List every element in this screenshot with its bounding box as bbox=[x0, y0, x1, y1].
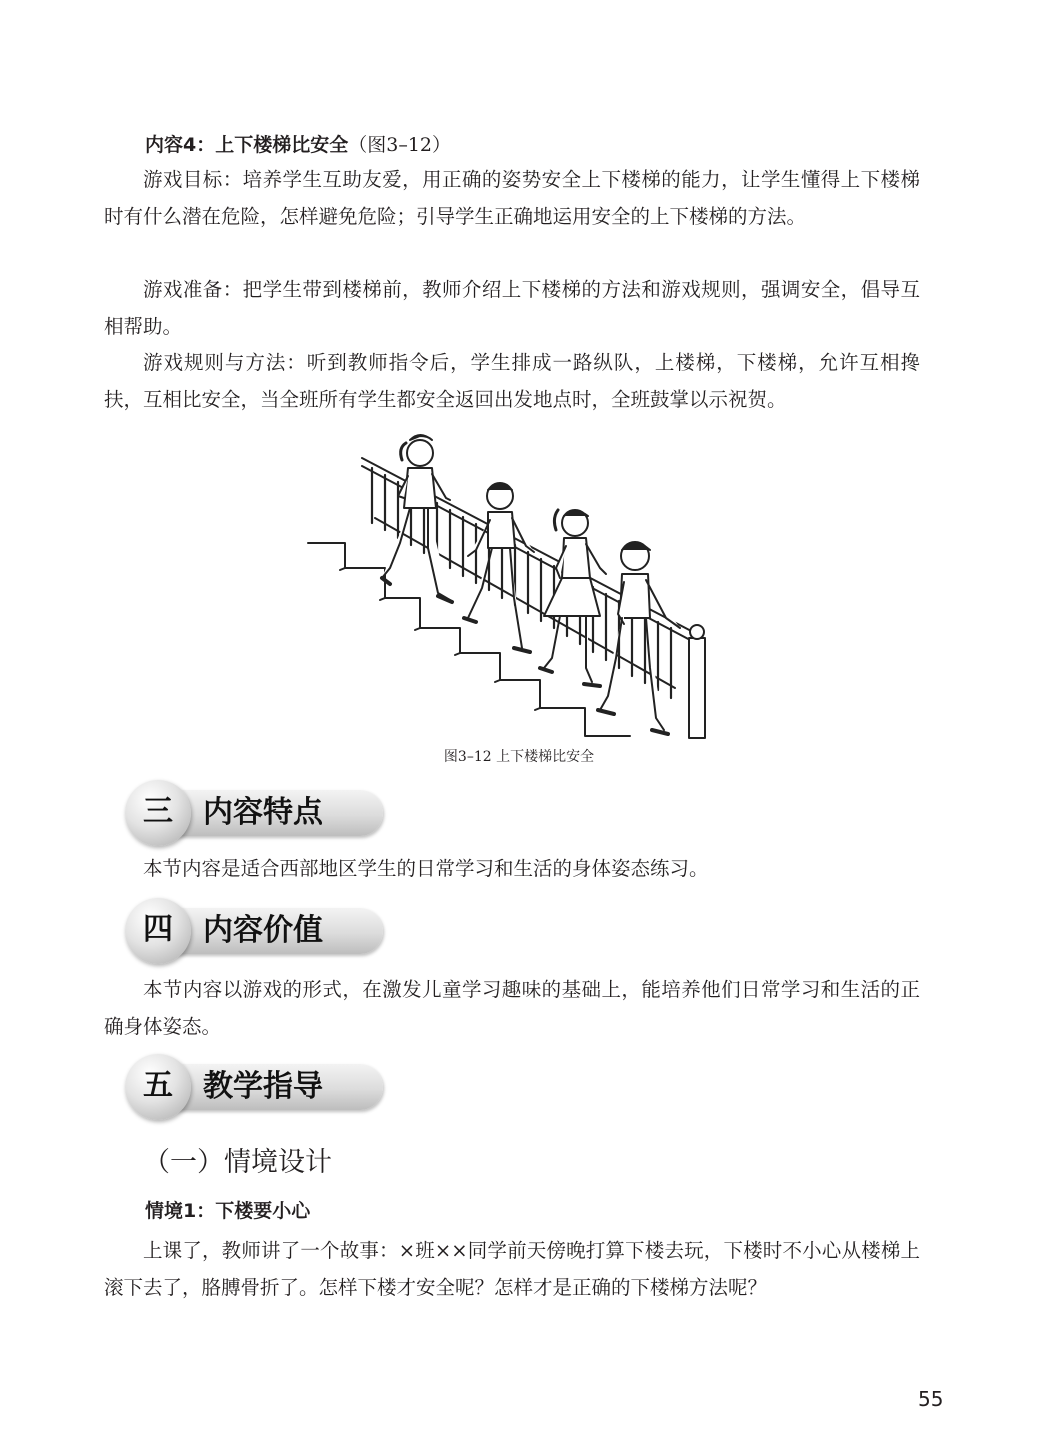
section-number: 三 bbox=[143, 794, 173, 829]
section-title: 内容价值 bbox=[203, 913, 323, 948]
section-heading-4 bbox=[125, 898, 387, 964]
figure-caption: 图3–12 上下楼梯比安全 bbox=[443, 749, 595, 765]
section4-body: 本节内容以游戏的形式，在激发儿童学习趣味的基础上，能培养他们日常学习和生活的正确身体姿态。 bbox=[104, 978, 920, 1038]
subsection-title: （一）情境设计 bbox=[143, 1147, 332, 1178]
content4-goal: 游戏目标：培养学生互助友爱，用正确的姿势安全上下楼梯的能力，让学生懂得上下楼梯时有什么潜在危险，怎样避免危险；引导学生正确地运用安全的上下楼梯的方法。 bbox=[104, 168, 920, 228]
page-number: 55 bbox=[918, 1387, 944, 1411]
stairs-illustration bbox=[300, 418, 720, 743]
section-title: 内容特点 bbox=[203, 795, 323, 830]
section-heading-5 bbox=[125, 1054, 387, 1120]
section-number: 四 bbox=[143, 912, 173, 947]
section-heading-3 bbox=[125, 780, 387, 846]
content4-figure-ref: （图3–12） bbox=[348, 134, 451, 156]
section-title: 教学指导 bbox=[203, 1069, 323, 1104]
scenario1-title: 情境1：下楼要小心 bbox=[145, 1200, 311, 1222]
content4-title: 内容4：上下楼梯比安全 bbox=[145, 134, 349, 156]
content4-prep: 游戏准备：把学生带到楼梯前，教师介绍上下楼梯的方法和游戏规则，强调安全，倡导互相帮助。 bbox=[104, 278, 920, 338]
scenario1-body: 上课了，教师讲了一个故事：×班××同学前天傍晚打算下楼去玩，下楼时不小心从楼梯上滚下去了，胳膊骨折了。怎样下楼才安全呢？怎样才是正确的下楼梯方法呢？ bbox=[104, 1239, 920, 1299]
section3-body: 本节内容是适合西部地区学生的日常学习和生活的身体姿态练习。 bbox=[143, 857, 709, 880]
content4-heading bbox=[145, 130, 451, 157]
section-number: 五 bbox=[143, 1068, 173, 1103]
content4-rules: 游戏规则与方法：听到教师指令后，学生排成一路纵队，上楼梯，下楼梯，允许互相搀扶，互相比安全，当全班所有学生都安全返回出发地点时，全班鼓掌以示祝贺。 bbox=[104, 351, 920, 411]
